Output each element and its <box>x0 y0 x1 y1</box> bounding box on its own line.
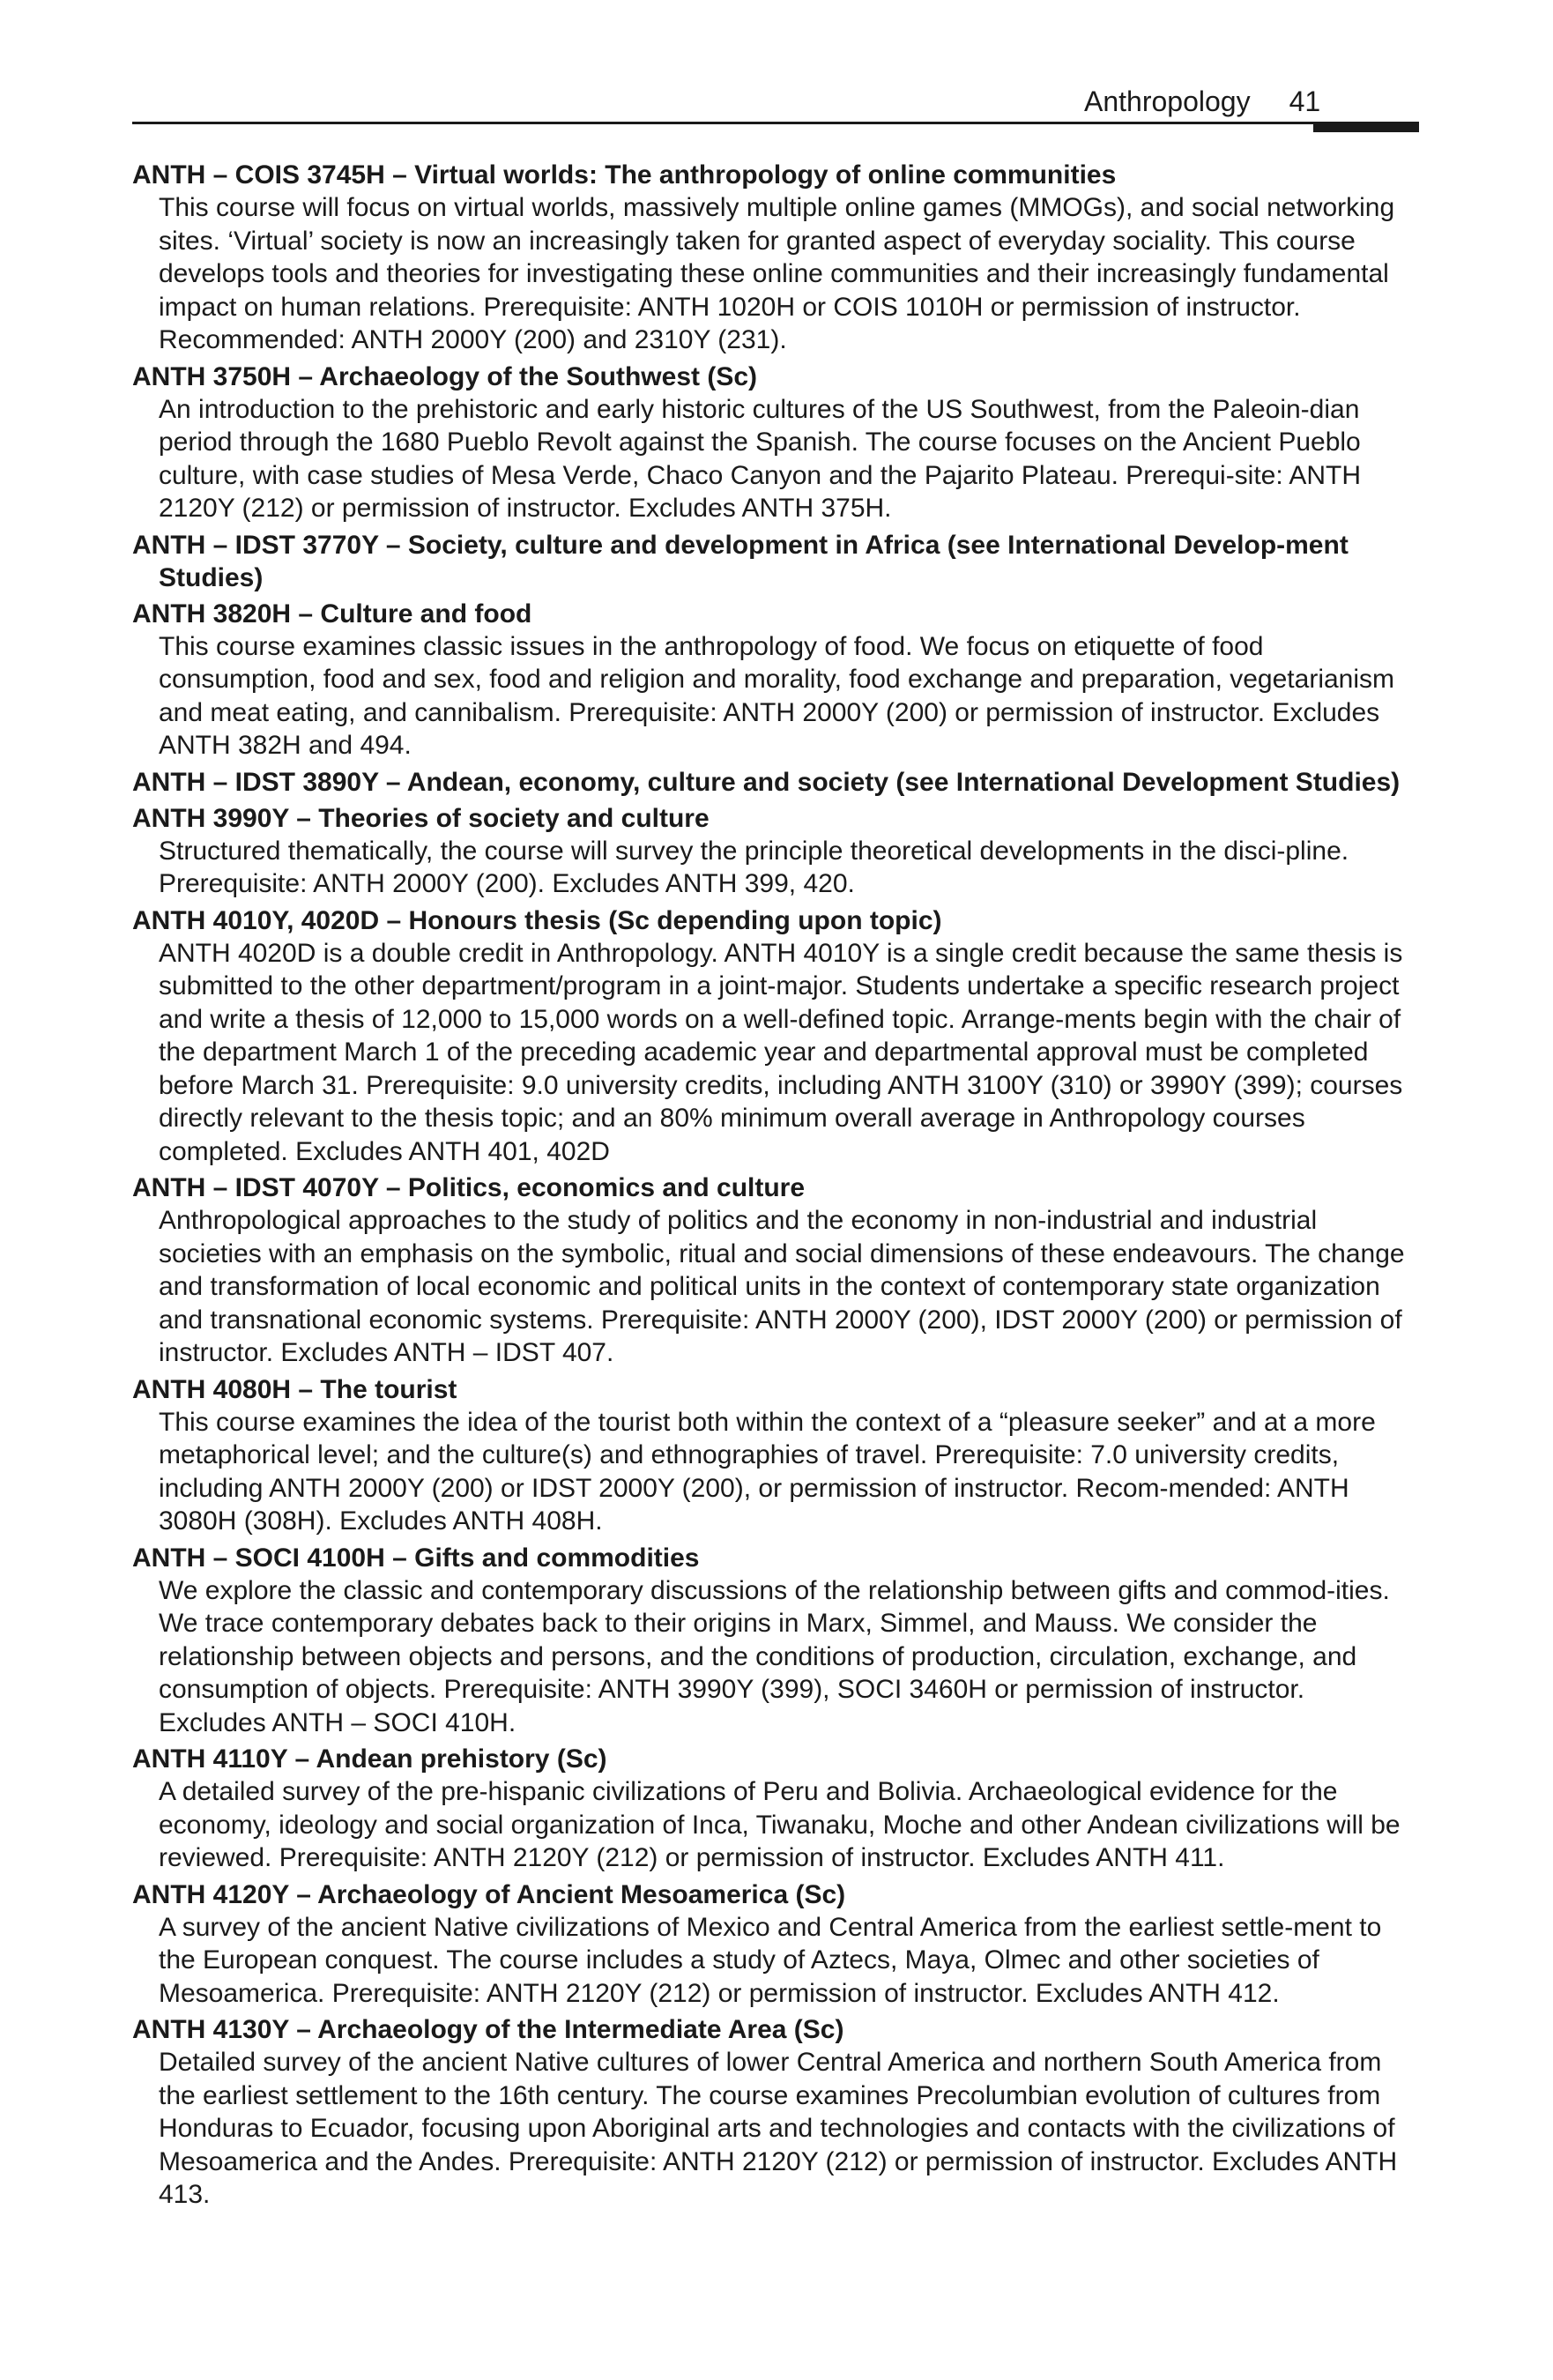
course-entry <box>132 1878 1419 2011</box>
course-entry <box>132 802 1419 901</box>
course-description: A detailed survey of the pre-hispanic civilizations of Peru and Bolivia. Archaeological evidence for the economy, ideology and social organization of Inca, Tiwanaku, Moche and other Andean civilizations will be reviewed. Prerequisite: ANTH 2120Y (212) or permission of instructor. Excludes ANTH 411. <box>159 1777 1401 1872</box>
course-title: ANTH 4110Y – Andean prehistory (Sc) <box>132 1744 607 1774</box>
course-entry <box>132 2013 1419 2212</box>
course-entry <box>132 904 1419 1169</box>
course-description: An introduction to the prehistoric and early historic cultures of the US Southwest, from the Paleoin-dian period through the 1680 Pueblo Revolt against the Spanish. The course focuses on the Ancient Pueblo culture, with case studies of Mesa Verde, Chaco Canyon and the Pajarito Plateau. Prerequi-site: ANTH 2120Y (212) or permission of instructor. Excludes ANTH 375H. <box>159 394 1362 523</box>
course-title: ANTH 3750H – Archaeology of the Southwest (Sc) <box>132 361 758 391</box>
header-rule <box>132 122 1419 124</box>
course-title: ANTH 3820H – Culture and food <box>132 599 532 628</box>
course-title: ANTH 4010Y, 4020D – Honours thesis (Sc depending upon topic) <box>132 905 942 935</box>
course-title: ANTH 4080H – The tourist <box>132 1374 457 1404</box>
course-entry <box>132 1373 1419 1538</box>
course-title: ANTH – COIS 3745H – Virtual worlds: The anthropology of online communities <box>132 160 1117 190</box>
course-entry <box>132 529 1419 594</box>
course-entry <box>132 1743 1419 1875</box>
course-entry <box>132 598 1419 762</box>
course-entry <box>132 1542 1419 1740</box>
course-entry <box>132 361 1419 525</box>
course-title: ANTH – SOCI 4100H – Gifts and commodities <box>132 1543 700 1573</box>
course-description: Anthropological approaches to the study of politics and the economy in non-industrial and industrial societies with an emphasis on the symbolic, ritual and social dimensions of these endeavours. The change and transformation of local economic and political units in the context of contemporary state organization and transnational economic systems. Prerequisite: ANTH 2000Y (200), IDST 2000Y (200) or permission of instructor. Excludes ANTH – IDST 407. <box>159 1206 1405 1367</box>
course-entry <box>132 766 1419 799</box>
course-description: A survey of the ancient Native civilizations of Mexico and Central America from the earliest settle-ment to the European conquest. The course includes a study of Aztecs, Maya, Olmec and other societies of Mesoamerica. Prerequisite: ANTH 2120Y (212) or permission of instructor. Excludes ANTH 412. <box>159 1912 1382 2008</box>
course-entry <box>132 1171 1419 1370</box>
header-tab-block <box>1313 122 1419 132</box>
course-description: Structured thematically, the course will survey the principle theoretical developments in the disci-pline. Prerequisite: ANTH 2000Y (200). Excludes ANTH 399, 420. <box>159 836 1349 898</box>
page-header <box>132 85 1419 134</box>
course-title: ANTH 4120Y – Archaeology of Ancient Mesoamerica (Sc) <box>132 1879 846 1909</box>
course-description: Detailed survey of the ancient Native cultures of lower Central America and northern South America from the earliest settlement to the 16th century. The course examines Precolumbian evolution of cultures from Honduras to Ecuador, focusing upon Aboriginal arts and technologies and contacts with the civilizations of Mesoamerica and the Andes. Prerequisite: ANTH 2120Y (212) or permission of instructor. Excludes ANTH 413. <box>159 2048 1398 2209</box>
running-header <box>1084 85 1410 118</box>
course-title: ANTH – IDST 4070Y – Politics, economics and culture <box>132 1173 806 1202</box>
course-title: ANTH – IDST 3890Y – Andean, economy, culture and society (see International Development Studies) <box>132 767 1401 797</box>
course-entry <box>132 159 1419 357</box>
section-title: Anthropology <box>1084 86 1251 117</box>
course-title: ANTH 3990Y – Theories of society and culture <box>132 803 710 833</box>
course-list <box>132 159 1419 2215</box>
course-description: This course examines the idea of the tourist both within the context of a “pleasure seeker” and at a more metaphorical level; and the culture(s) and ethnographies of travel. Prerequisite: 7.0 university credits, including ANTH 2000Y (200) or IDST 2000Y (200), or permission of instructor. Recom-mended: ANTH 3080H (308H). Excludes ANTH 408H. <box>159 1407 1376 1536</box>
course-description: ANTH 4020D is a double credit in Anthropology. ANTH 4010Y is a single credit because the same thesis is submitted to the other department/program in a joint-major. Students undertake a specific research project and write a thesis of 12,000 to 15,000 words on a well-defined topic. Arrange-ments begin with the chair of the department March 1 of the preceding academic year and departmental approval must be completed before March 31. Prerequisite: 9.0 university credits, including ANTH 3100Y (310) or 3990Y (399); courses directly relevant to the thesis topic; and an 80% minimum overall average in Anthropology courses completed. Excludes ANTH 401, 402D <box>159 938 1403 1166</box>
page-number: 41 <box>1289 86 1321 117</box>
course-description: This course will focus on virtual worlds, massively multiple online games (MMOGs), and social networking sites. ‘Virtual’ society is now an increasingly taken for granted aspect of everyday sociality. This course develops tools and theories for investigating these online communities and their increasingly fundamental impact on human relations. Prerequisite: ANTH 1020H or COIS 1010H or permission of instructor. Recommended: ANTH 2000Y (200) and 2310Y (231). <box>159 193 1395 354</box>
course-description: We explore the classic and contemporary discussions of the relationship between gifts and commod-ities. We trace contemporary debates back to their origins in Marx, Simmel, and Mauss. We consider the relationship between objects and persons, and the conditions of production, circulation, exchange, and consumption of objects. Prerequisite: ANTH 3990Y (399), SOCI 3460H or permission of instructor. Excludes ANTH – SOCI 410H. <box>159 1575 1390 1737</box>
course-title: ANTH 4130Y – Archaeology of the Intermediate Area (Sc) <box>132 2015 844 2044</box>
course-title: ANTH – IDST 3770Y – Society, culture and development in Africa (see International Develop-ment Studies) <box>132 530 1349 592</box>
course-description: This course examines classic issues in the anthropology of food. We focus on etiquette of food consumption, food and sex, food and religion and morality, food exchange and preparation, vegetarianism and meat eating, and cannibalism. Prerequisite: ANTH 2000Y (200) or permission of instructor. Excludes ANTH 382H and 494. <box>159 631 1395 760</box>
